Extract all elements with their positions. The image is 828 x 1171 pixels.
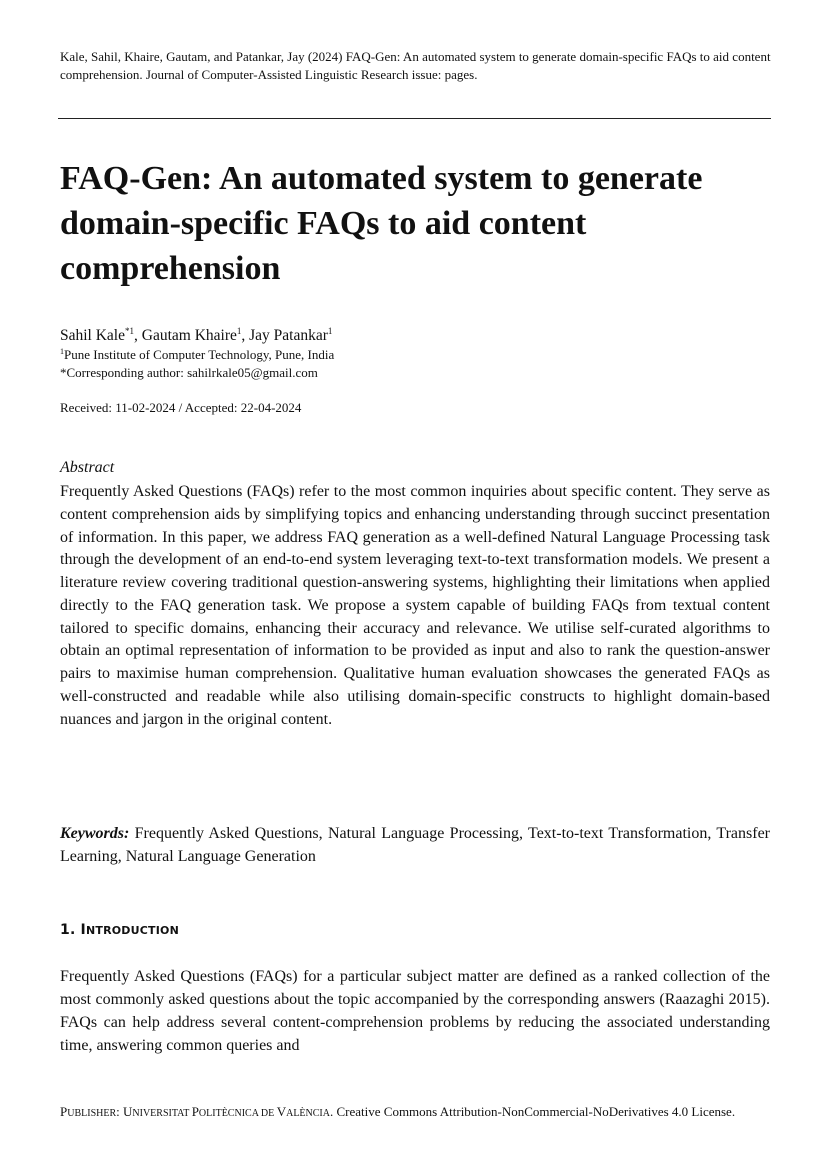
footer-text: P — [60, 1104, 68, 1119]
keywords — [60, 822, 770, 868]
author-affiliation-mark: 1 — [327, 326, 333, 336]
author-affiliation-mark: *1 — [125, 326, 134, 336]
author-separator: , — [241, 327, 250, 344]
section-heading-introduction — [60, 920, 772, 941]
footer-text: OLITÈCNICA DE — [198, 1108, 277, 1119]
author-affiliation-mark: 1 — [236, 326, 242, 336]
footer-text: NIVERSITAT — [132, 1108, 192, 1119]
received-accepted-dates: Received: 11-02-2024 / Accepted: 22-04-2024 — [60, 400, 302, 415]
footer-text: . Creative Commons Attribution-NonCommercial-NoDerivatives 4.0 License. — [329, 1104, 736, 1119]
affiliation-text: Pune Institute of Computer Technology, Pune, India — [64, 347, 335, 362]
affiliation — [60, 346, 772, 364]
footer-text: P — [191, 1104, 199, 1119]
citation-header: Kale, Sahil, Khaire, Gautam, and Patankar, Jay (2024) FAQ-Gen: An automated system to generate domain-specific FAQs to aid content comprehension. Journal of Computer-Assisted Linguistic Research issue: pages. — [60, 49, 771, 82]
author-name: Jay Patankar — [249, 327, 328, 344]
paper-title: FAQ-Gen: An automated system to generate domain-specific FAQs to aid content comprehension — [60, 160, 703, 287]
footer-text: ALÈNCIA — [286, 1108, 330, 1119]
header-divider — [58, 118, 771, 119]
footer-text: V — [276, 1104, 287, 1119]
abstract-body: Frequently Asked Questions (FAQs) refer to the most common inquiries about specific content. They serve as content comprehension aids by simplifying topics and enhancing understanding through succinct presentation of information. In this paper, we address FAQ generation as a well-defined Natural Language Processing task through the development of an end-to-end system leveraging text-to-text transformation models. We present a literature review covering traditional question-answering systems, highlighting their limitations when applied directly to the FAQ generation task. We propose a system capable of building FAQs from textual content tailored to specific domains, enhancing their accuracy and relevance. We utilise self-curated algorithms to obtain an optimal representation of information to be provided as input and also to rank the question-answer pairs to maximise human comprehension. Qualitative human evaluation showcases the generated FAQs as well-constructed and readable while also utilising domain-specific constructs to highlight domain-based nuances and jargon in the original content. — [60, 483, 770, 728]
author-list — [60, 326, 772, 346]
author-name: Sahil Kale — [60, 327, 125, 344]
section-title-initial: I — [80, 922, 86, 938]
corresponding-author: *Corresponding author: sahilrkale05@gmail.com — [60, 365, 318, 380]
keywords-label: Keywords: — [60, 825, 130, 842]
abstract-heading: Abstract — [60, 459, 115, 476]
affiliation-mark: 1 — [60, 347, 64, 356]
keywords-list: Frequently Asked Questions, Natural Language Processing, Text-to-text Transformation, Transfer Learning, Natural Language Generation — [60, 825, 770, 865]
footer-text: UBLISHER — [67, 1108, 117, 1119]
publisher-footer — [60, 1103, 772, 1123]
section-title-rest: NTRODUCTION — [85, 924, 179, 937]
introduction-paragraph: Frequently Asked Questions (FAQs) for a particular subject matter are defined as a ranked collection of the most commonly asked questions about the topic accompanied by the corresponding answers (Raazaghi 2015). FAQs can help address several content-comprehension problems by reducing the associated understanding time, answering common queries and — [60, 968, 770, 1054]
footer-text: : U — [116, 1104, 133, 1119]
author-separator: , — [134, 327, 142, 344]
author-name: Gautam Khaire — [141, 327, 237, 344]
section-number: 1. — [60, 922, 81, 938]
